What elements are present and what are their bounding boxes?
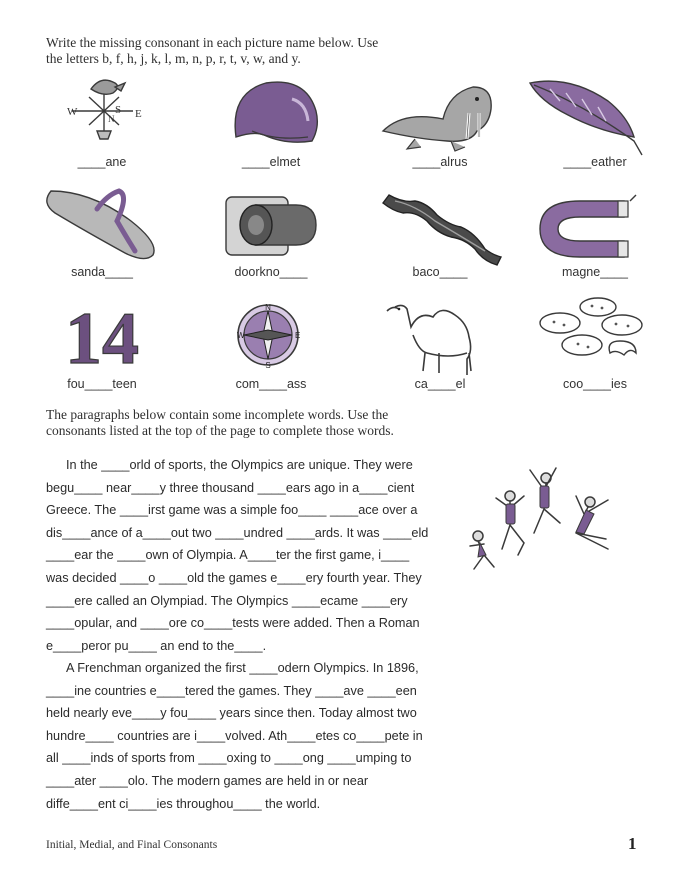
picture-camel: [365, 297, 515, 409]
svg-text:S: S: [265, 361, 271, 370]
long-jumpers-icon: [460, 458, 640, 588]
paragraph-1-line: ____ear the ____own of Olympia. A____ter the first game, i____: [46, 548, 410, 563]
caption-magnet: magne____: [561, 265, 629, 279]
picture-doorknob: [196, 185, 346, 297]
number-fourteen-icon: [27, 297, 177, 379]
picture-sandal: [27, 185, 177, 297]
picture-feather: [520, 75, 670, 187]
paragraph-2-line: diffe____ent ci____ies throughou____ the world.: [46, 796, 321, 811]
magnet-icon: [520, 185, 670, 267]
picture-magnet: [520, 185, 670, 297]
paragraph-2-line: all ____inds of sports from ____oxing to ____ong ____umping to: [46, 751, 412, 766]
paragraph-2: [46, 657, 423, 815]
camel-icon: [365, 297, 515, 379]
walrus-icon: [365, 75, 515, 157]
paragraph-2-line: ____ater ____olo. The modern games are held in or near: [46, 773, 369, 788]
caption-compass: com____ass: [235, 377, 307, 391]
caption-doorknob: doorkno____: [234, 265, 308, 279]
paragraph-1-line: was decided ____o ____old the games e____ery fourth year. They: [46, 570, 422, 585]
paragraph-1-line: e____peror pu____ an end to the____.: [46, 638, 267, 653]
paragraph-2-line: held nearly eve____y fou____ years since then. Today almost two: [46, 706, 417, 721]
page-number: 1: [628, 834, 637, 853]
instructions-line-1: Write the missing consonant in each picture name below. Use: [46, 35, 379, 50]
paragraph-1: [46, 454, 428, 657]
footer-title: Initial, Medial, and Final Consonants: [46, 839, 218, 851]
caption-fourteen: fou____teen: [67, 377, 137, 391]
caption-sandal: sanda____: [71, 265, 133, 279]
svg-text:E: E: [135, 108, 142, 120]
long-jumpers-illustration: [460, 458, 640, 588]
paragraph-1-line: ____ere called an Olympiad. The Olympics ____ecame ____ery: [46, 593, 408, 608]
paragraph-1-line: begu____ near____y three thousand ____ears ago in a____cient: [46, 480, 415, 495]
caption-camel: ca____el: [414, 377, 466, 391]
caption-cookies: coo____ies: [563, 377, 627, 391]
picture-bacon: [365, 185, 515, 297]
feather-icon: [520, 75, 670, 157]
paragraph-2-line: ____ine countries e____tered the games. They ____ave ____een: [46, 683, 417, 698]
paragraph-2-line: hundre____ countries are i____volved. Ath____etes co____pete in: [46, 728, 423, 743]
svg-text:N: N: [265, 303, 271, 312]
picture-fourteen: [27, 297, 177, 409]
svg-text:N: N: [108, 114, 115, 124]
compass-icon: [196, 297, 346, 379]
caption-feather: ____eather: [563, 155, 627, 169]
sandal-icon: [27, 185, 177, 267]
picture-walrus: [365, 75, 515, 187]
picture-helmet: [196, 75, 346, 187]
cookies-icon: [520, 297, 670, 379]
svg-text:W: W: [67, 106, 78, 118]
picture-weathervane: [27, 75, 177, 187]
caption-bacon: baco____: [412, 265, 468, 279]
svg-text:14: 14: [65, 298, 139, 379]
doorknob-icon: [196, 185, 346, 267]
bacon-icon: [365, 185, 515, 267]
paragraph-instructions-line-1: The paragraphs below contain some incomplete words. Use the: [46, 407, 389, 422]
weathervane-icon: [27, 75, 177, 157]
helmet-icon: [196, 75, 346, 157]
caption-weathervane: ____ane: [77, 155, 127, 169]
picture-compass: [196, 297, 346, 409]
paragraph-1-line: ____opular, and ____ore co____tests were added. Then a Roman: [46, 616, 420, 631]
caption-walrus: ____alrus: [412, 155, 468, 169]
paragraph-1-line: In the ____orld of sports, the Olympics are unique. They were: [66, 458, 413, 472]
picture-cookies: [520, 297, 670, 409]
paragraph-2-line: A Frenchman organized the first ____odern Olympics. In 1896,: [66, 661, 419, 675]
instructions-line-2: the letters b, f, h, j, k, l, m, n, p, r, t, v, w, and y.: [46, 51, 301, 66]
svg-text:E: E: [295, 331, 301, 340]
paragraph-1-line: Greece. The ____irst game was a simple foo____ ____ace over a: [46, 503, 418, 518]
caption-helmet: ____elmet: [241, 155, 301, 169]
paragraph-1-line: dis____ance of a____out two ____undred ____ards. It was ____eld: [46, 525, 429, 540]
paragraph-instructions-line-2: consonants listed at the top of the page to complete those words.: [46, 423, 394, 438]
svg-text:W: W: [237, 331, 245, 340]
svg-text:S: S: [115, 104, 122, 116]
